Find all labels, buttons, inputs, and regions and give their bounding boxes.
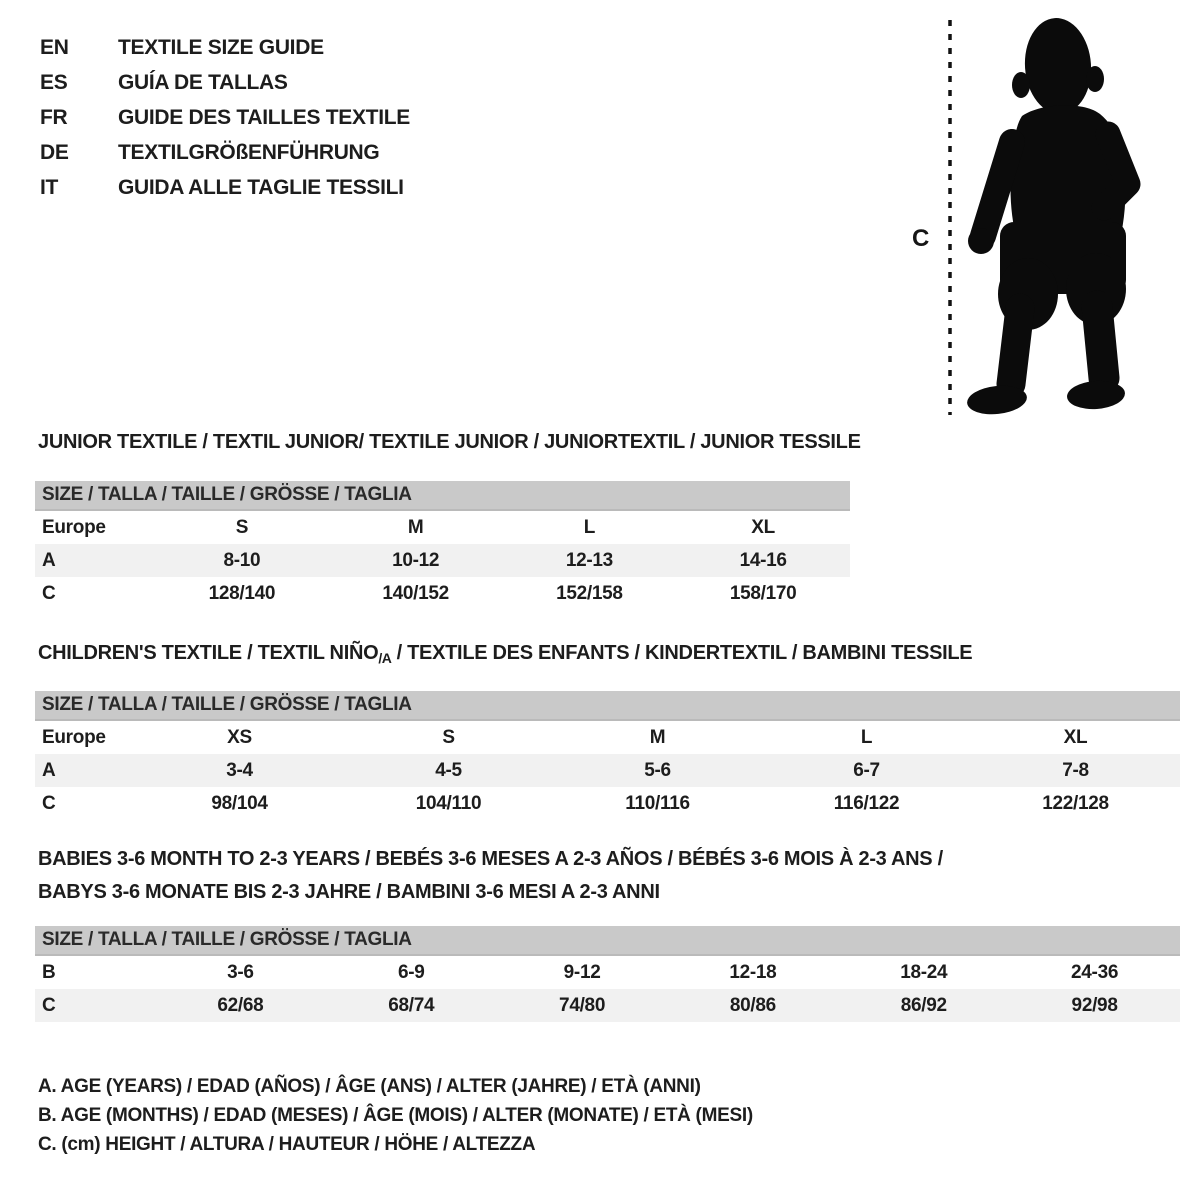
legend-line-b: B. AGE (MONTHS) / EDAD (MESES) / ÂGE (MOIS) / ALTER (MONATE) / ETÀ (MESI) xyxy=(38,1105,753,1126)
row-label: C xyxy=(42,994,56,1016)
row-label: C xyxy=(42,582,56,604)
value-cell: 5-6 xyxy=(644,759,671,781)
children-title-part: CHILDREN'S TEXTILE / TEXTIL NIÑO xyxy=(38,642,379,664)
value-cell: 12-18 xyxy=(729,961,777,983)
toddler-silhouette-icon xyxy=(966,16,1128,417)
babies-section-title xyxy=(38,843,943,909)
language-code: EN xyxy=(40,35,69,59)
value-cell: 6-7 xyxy=(853,759,880,781)
value-cell: 158/170 xyxy=(729,582,797,604)
value-cell: 110/116 xyxy=(625,792,690,814)
height-measure-label: C xyxy=(912,225,930,252)
size-cell: M xyxy=(407,516,424,538)
language-code: DE xyxy=(40,140,69,164)
table-row xyxy=(35,956,1180,989)
size-cell: S xyxy=(235,516,249,538)
row-label: C xyxy=(42,792,56,814)
value-cell: 3-4 xyxy=(226,759,253,781)
language-row-es xyxy=(40,65,410,100)
language-title: TEXTILE SIZE GUIDE xyxy=(118,35,324,59)
size-cell: S xyxy=(442,726,455,748)
value-cell: 12-13 xyxy=(565,549,613,571)
row-label: A xyxy=(42,759,56,781)
size-cell: L xyxy=(860,726,873,748)
language-row-en xyxy=(40,30,410,65)
value-cell: 6-9 xyxy=(397,961,425,983)
children-title-sub: /A xyxy=(378,650,392,666)
language-title: TEXTILGRÖßENFÜHRUNG xyxy=(118,140,380,164)
value-cell: 122/128 xyxy=(1042,792,1109,814)
legend-line-a: A. AGE (YEARS) / EDAD (AÑOS) / ÂGE (ANS) / ALTER (JAHRE) / ETÀ (ANNI) xyxy=(38,1076,701,1097)
value-cell: 18-24 xyxy=(900,961,948,983)
row-label: B xyxy=(42,961,56,983)
babies-title-line1: BABIES 3-6 MONTH TO 2-3 YEARS / BEBÉS 3-6 MESES A 2-3 AÑOS / BÉBÉS 3-6 MOIS À 2-3 ANS / xyxy=(38,848,943,870)
measure-legend xyxy=(38,1072,753,1159)
value-cell: 68/74 xyxy=(388,994,435,1016)
children-section-title xyxy=(38,641,972,670)
value-cell: 7-8 xyxy=(1062,759,1089,781)
value-cell: 152/158 xyxy=(556,582,623,604)
children-title-part: / TEXTILE DES ENFANTS / KINDERTEXTIL / BAMBINI TESSILE xyxy=(391,642,973,664)
value-cell: 140/152 xyxy=(382,582,449,604)
value-cell: 3-6 xyxy=(227,961,254,983)
size-cell: L xyxy=(583,516,596,538)
value-cell: 10-12 xyxy=(392,549,440,571)
size-cell: XL xyxy=(751,516,775,538)
value-cell: 116/122 xyxy=(833,792,900,814)
size-header-bar: SIZE / TALLA / TAILLE / GRÖSSE / TAGLIA xyxy=(35,926,1180,956)
language-title-list xyxy=(40,30,410,205)
size-header-bar: SIZE / TALLA / TAILLE / GRÖSSE / TAGLIA xyxy=(35,691,1180,721)
table-row xyxy=(35,754,1180,787)
value-cell: 4-5 xyxy=(435,759,462,781)
babies-size-table xyxy=(35,926,1180,1022)
size-cell: XS xyxy=(227,726,252,748)
table-row xyxy=(35,544,850,577)
junior-size-table xyxy=(35,481,850,610)
table-row xyxy=(35,577,850,610)
language-code: ES xyxy=(40,70,68,94)
size-cell: XL xyxy=(1063,726,1088,748)
value-cell: 74/80 xyxy=(559,994,606,1016)
language-row-it xyxy=(40,170,410,205)
value-cell: 24-36 xyxy=(1071,961,1119,983)
value-cell: 62/68 xyxy=(217,994,264,1016)
table-row xyxy=(35,787,1180,820)
language-title: GUIDA ALLE TAGLIE TESSILI xyxy=(118,175,404,199)
table-row xyxy=(35,721,1180,754)
junior-section-title: JUNIOR TEXTILE / TEXTIL JUNIOR/ TEXTILE JUNIOR / JUNIORTEXTIL / JUNIOR TESSILE xyxy=(38,431,861,453)
value-cell: 9-12 xyxy=(563,961,601,983)
value-cell: 8-10 xyxy=(223,549,261,571)
value-cell: 98/104 xyxy=(211,792,268,814)
table-row xyxy=(35,511,850,544)
legend-line-c: C. (cm) HEIGHT / ALTURA / HAUTEUR / HÖHE / ALTEZZA xyxy=(38,1134,536,1155)
children-size-table xyxy=(35,691,1180,820)
row-label: A xyxy=(42,549,56,571)
language-code: FR xyxy=(40,105,68,129)
language-title: GUIDE DES TAILLES TEXTILE xyxy=(118,105,410,129)
value-cell: 14-16 xyxy=(739,549,787,571)
value-cell: 92/98 xyxy=(1071,994,1118,1016)
toddler-figure xyxy=(900,8,1170,428)
row-label: Europe xyxy=(42,726,106,748)
language-code: IT xyxy=(40,175,59,199)
value-cell: 86/92 xyxy=(900,994,947,1016)
language-row-de xyxy=(40,135,410,170)
language-title: GUÍA DE TALLAS xyxy=(118,70,288,94)
babies-title-line2: BABYS 3-6 MONATE BIS 2-3 JAHRE / BAMBINI 3-6 MESI A 2-3 ANNI xyxy=(38,881,660,903)
size-header-bar: SIZE / TALLA / TAILLE / GRÖSSE / TAGLIA xyxy=(35,481,850,511)
row-label: Europe xyxy=(42,516,106,538)
value-cell: 128/140 xyxy=(208,582,276,604)
value-cell: 80/86 xyxy=(729,994,776,1016)
size-cell: M xyxy=(649,726,666,748)
value-cell: 104/110 xyxy=(415,792,482,814)
language-row-fr xyxy=(40,100,410,135)
table-row xyxy=(35,989,1180,1022)
